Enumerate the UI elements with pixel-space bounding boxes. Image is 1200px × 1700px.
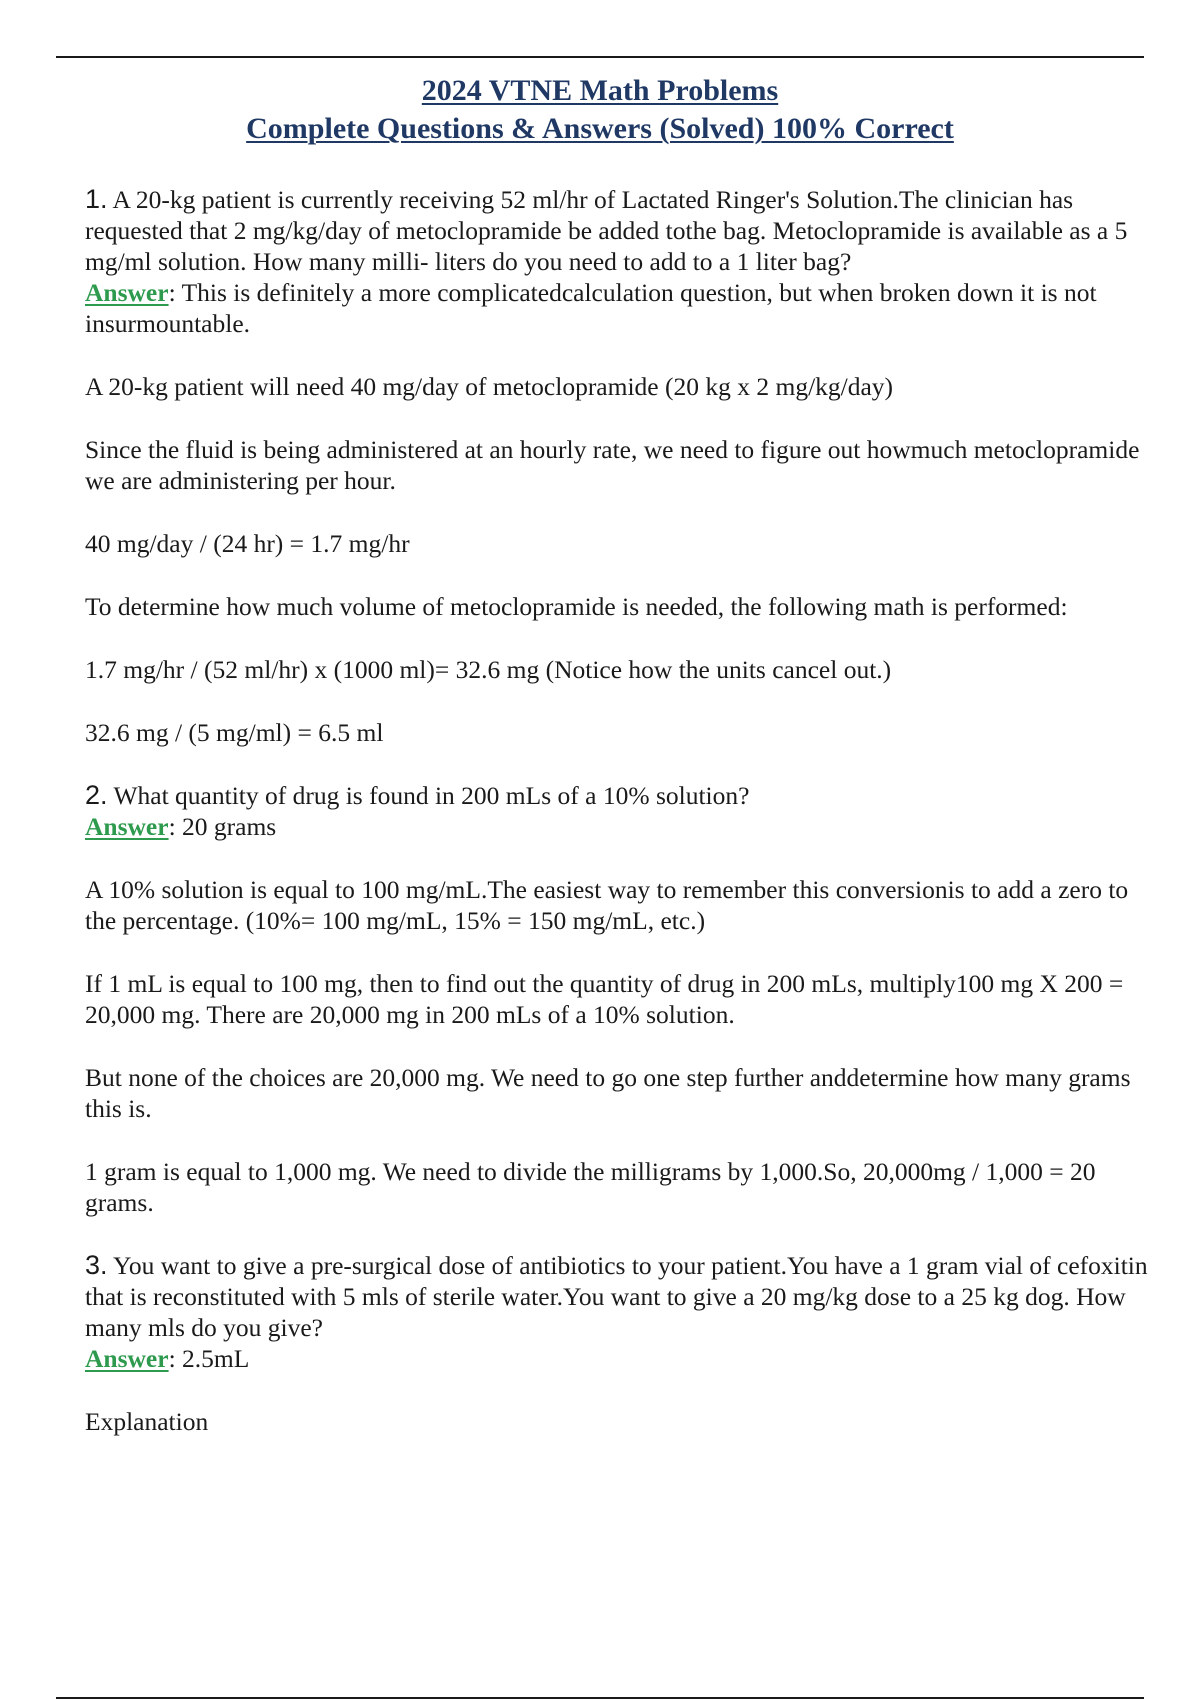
- question-text: You want to give a pre-surgical dose of antibiotics to your patient.You have a 1 gram vial of cefoxitin that is reconstituted with 5 mls of sterile water.You want to give a 20 mg/kg dose to a 25 kg dog. How many mls do you give?: [85, 1251, 1148, 1342]
- document-title: [0, 72, 1200, 148]
- question-2: [85, 780, 1155, 811]
- question-text: A 20-kg patient is currently receiving 52 ml/hr of Lactated Ringer's Solution.The clinician has requested that 2 mg/kg/day of metoclopramide be added tothe bag. Metoclopramide is available as a 5 mg/ml solution. How many milli- liters do you need to add to a 1 liter bag?: [85, 185, 1128, 276]
- bottom-rule: [56, 1697, 1144, 1699]
- step-paragraph: A 10% solution is equal to 100 mg/mL.The easiest way to remember this conversionis to add a zero to the percentage. (10%= 100 mg/mL, 15% = 150 mg/mL, etc.): [85, 875, 1129, 935]
- answer-text: : 2.5mL: [168, 1344, 250, 1373]
- answer-1: [85, 277, 1155, 339]
- step-paragraph: To determine how much volume of metoclopramide is needed, the following math is performed:: [85, 592, 1068, 621]
- step-paragraph: Since the fluid is being administered at an hourly rate, we need to figure out howmuch metoclopramide we are administering per hour.: [85, 435, 1140, 495]
- step-paragraph: A 20-kg patient will need 40 mg/day of metoclopramide (20 kg x 2 mg/kg/day): [85, 372, 894, 401]
- explanation-heading: Explanation: [85, 1407, 209, 1436]
- question-number: 3.: [85, 1250, 108, 1280]
- question-number: 2.: [85, 780, 108, 810]
- answer-3: [85, 1343, 1155, 1374]
- step-paragraph: 1.7 mg/hr / (52 ml/hr) x (1000 ml)= 32.6 mg (Notice how the units cancel out.): [85, 655, 892, 684]
- step-paragraph: But none of the choices are 20,000 mg. We need to go one step further anddetermine how many grams this is.: [85, 1063, 1131, 1123]
- step-paragraph: If 1 mL is equal to 100 mg, then to find out the quantity of drug in 200 mLs, multiply100 mg X 200 = 20,000 mg. There are 20,000 mg in 200 mLs of a 10% solution.: [85, 969, 1124, 1029]
- question-3: [85, 1250, 1155, 1343]
- answer-text: : 20 grams: [168, 812, 277, 841]
- question-1: [85, 184, 1155, 277]
- step-paragraph: 32.6 mg / (5 mg/ml) = 6.5 ml: [85, 718, 384, 747]
- title-line-1: 2024 VTNE Math Problems: [421, 74, 779, 107]
- answer-text: : This is definitely a more complicatedcalculation question, but when broken down it is not insurmountable.: [85, 278, 1097, 338]
- answer-label: Answer: [85, 278, 169, 307]
- step-paragraph: 1 gram is equal to 1,000 mg. We need to divide the milligrams by 1,000.So, 20,000mg / 1,000 = 20 grams.: [85, 1157, 1096, 1217]
- answer-2: [85, 811, 1155, 842]
- answer-label: Answer: [85, 812, 169, 841]
- title-line-2: Complete Questions & Answers (Solved) 100% Correct: [246, 112, 954, 145]
- question-text: What quantity of drug is found in 200 mLs of a 10% solution?: [107, 781, 750, 810]
- top-rule: [56, 56, 1144, 58]
- answer-label: Answer: [85, 1344, 169, 1373]
- document-body: [85, 184, 1155, 1437]
- question-number: 1.: [85, 184, 108, 214]
- step-paragraph: 40 mg/day / (24 hr) = 1.7 mg/hr: [85, 529, 410, 558]
